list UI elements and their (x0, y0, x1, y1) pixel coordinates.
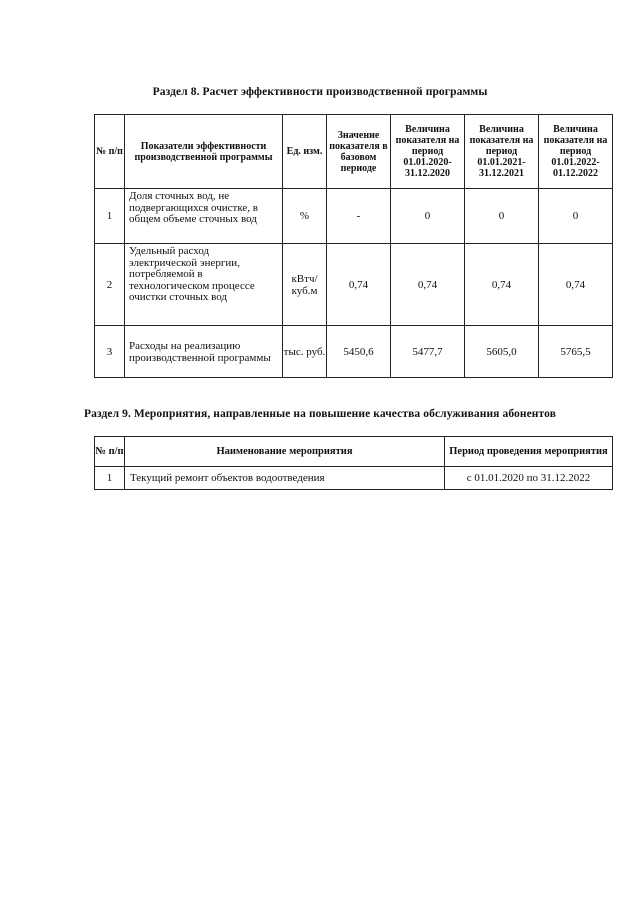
activities-table (94, 436, 613, 490)
table-row (95, 244, 613, 326)
row-indicator: Удельный расход электрической энергии, потребляемой в технологическом процессе очистки сточных вод (125, 244, 283, 326)
table-row (95, 326, 613, 378)
row-period: с 01.01.2020 по 31.12.2022 (445, 467, 613, 490)
row-value-2022: 0 (539, 189, 613, 244)
row-unit: тыс. руб. (283, 326, 327, 378)
row-base-value: - (327, 189, 391, 244)
row-value-2021: 5605,0 (465, 326, 539, 378)
section-8-title: Раздел 8. Расчет эффективности производственной программы (152, 86, 488, 98)
table-row (95, 467, 613, 490)
row-num: 1 (95, 467, 125, 490)
table-header-row (95, 437, 613, 467)
row-base-value: 0,74 (327, 244, 391, 326)
row-value-2021: 0 (465, 189, 539, 244)
row-unit: % (283, 189, 327, 244)
row-num: 3 (95, 326, 125, 378)
row-indicator: Расходы на реализацию производственной программы (125, 326, 283, 378)
header-period-2022: Величина показателя на период 01.01.2022-01.12.2022 (539, 115, 613, 189)
efficiency-table (94, 114, 613, 378)
header-num: № п/п (95, 437, 125, 467)
row-value-2021: 0,74 (465, 244, 539, 326)
row-value-2022: 0,74 (539, 244, 613, 326)
row-value-2020: 0 (391, 189, 465, 244)
header-activity-name: Наименование мероприятия (125, 437, 445, 467)
section-9-title: Раздел 9. Мероприятия, направленные на повышение качества обслуживания абонентов (83, 408, 556, 420)
row-indicator: Доля сточных вод, не подвергающихся очистке, в общем объеме сточных вод (125, 189, 283, 244)
header-indicator: Показатели эффективности производственной программы (125, 115, 283, 189)
row-value-2022: 5765,5 (539, 326, 613, 378)
row-num: 1 (95, 189, 125, 244)
header-period-2021: Величина показателя на период 01.01.2021-31.12.2021 (465, 115, 539, 189)
header-period: Период проведения мероприятия (445, 437, 613, 467)
row-unit: кВтч/ куб.м (283, 244, 327, 326)
row-base-value: 5450,6 (327, 326, 391, 378)
row-value-2020: 5477,7 (391, 326, 465, 378)
table-header-row (95, 115, 613, 189)
row-value-2020: 0,74 (391, 244, 465, 326)
table-row (95, 189, 613, 244)
row-activity-name: Текущий ремонт объектов водоотведения (125, 467, 445, 490)
row-num: 2 (95, 244, 125, 326)
header-unit: Ед. изм. (283, 115, 327, 189)
header-period-2020: Величина показателя на период 01.01.2020-31.12.2020 (391, 115, 465, 189)
header-base-value: Значение показателя в базовом периоде (327, 115, 391, 189)
header-num: № п/п (95, 115, 125, 189)
